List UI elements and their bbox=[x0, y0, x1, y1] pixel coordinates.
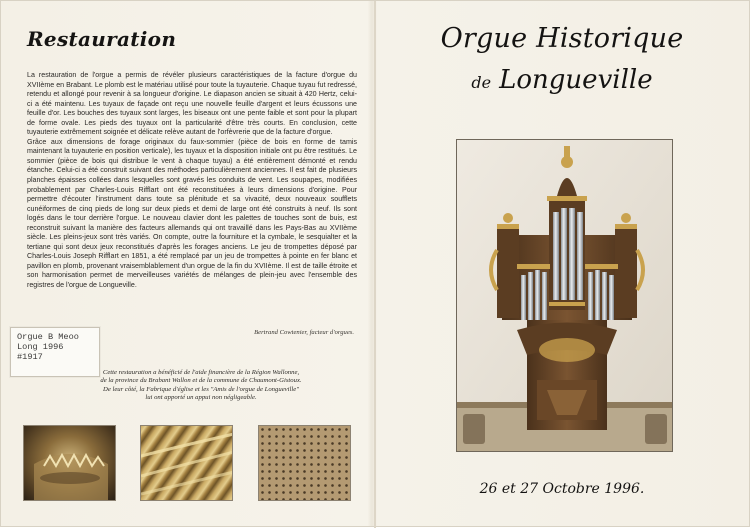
cover-title-line2 bbox=[381, 65, 743, 95]
restoration-text bbox=[27, 71, 357, 291]
credit-line: de la province du Brabant Wallon et de la commune de Chaumont-Gistoux. bbox=[100, 377, 302, 385]
library-label-line: #1917 bbox=[17, 352, 43, 362]
funding-credit bbox=[41, 369, 361, 403]
credit-line: Cette restauration a bénéficié de l'aide financière de la Région Wallonne, bbox=[102, 369, 300, 376]
restoration-paragraph-1: La restauration de l'orgue a permis de révéler plusieurs caractéristiques de la facture d'orgue du XVIIème en Brabant. Le plomb est le matériau utilisé pour toute la tuyauterie. Chaque tuyau fut redressé, retendu et allongé pour revenir à sa longueur d'origine. Le diapason ancien se situait à 420 Hertz, celui-ci a été maintenu. Les tuyaux de façade ont reçu une nouvelle feuille d'argent et leurs écussons une feuille d'or. Les bouches des tuyaux sont larges, les biseaux ont une pente faible et sont pour la plupart de forme ovale. Les pieds des tuyaux ont la particularité d'être très courts. En conclusion, cette tuyauterie extrêmement soignée et délicate relève autant de l'orfèvrerie que de la facture d'orgue. bbox=[27, 71, 357, 137]
toe-board-photo bbox=[258, 425, 351, 501]
library-label-line: Orgue B Meoo bbox=[17, 332, 79, 342]
concert-date: 26 et 27 Octobre 1996. bbox=[479, 481, 645, 497]
pipe-detail-photo bbox=[23, 425, 116, 501]
organ-photo bbox=[456, 139, 673, 452]
credit-line: lui ont apporté un appui non négligeable. bbox=[145, 394, 257, 402]
restoration-paragraph-2: Grâce aux dimensions de forage originaux du faux-sommier (pièce de bois en forme de tamis maintenant la tuyauterie en position verticale), les tuyaux et la disposition initiale ont pu être restitués. Le sommier (pièce de bois qui distribue le vent à chaque tuyau) a été entièrement démonté et rendu étanche. Celui-ci a été construit suivant des méthodes particulièrement anciennes. Il est fait de plusieurs planches épaisses collées dans lesquelles sont gravés les conduits de vent. Les soupapes, modifiées probablement par Charles-Louis Rifflart ont été reconstituées à leurs dimensions d'origine. Pour permettre d'écouter l'instrument dans toute sa plénitude et sa vivacité, deux nouveaux soufflets cunéiformes de cinq pieds de long sur deux pieds et demi de large ont été construits à neuf. Ils sont logés dans le tour derrière l'orgue. Le nouveau clavier dont les palettes de touches sont de buis, est reconstruit suivant la manière des facteurs allemands qui ont travaillé dans les Pays-Bas au XVIIème siècle. Les pleins-jeux sont très variés. On compte, outre la fourniture et la cymbale, le sesquialter et la tertiane qui sont deux jeux reconstitués d'après les forages anciens. Le jeu de trompettes déposé par Charles-Louis Joseph Rifflart en 1851, a été remplacé par un jeu de trompettes à pointe en fer blanc et pavillon en plomb, provenant vraisemblablement d'un orgue de la fin du XVIIème. Il est de taille étroite et son harmonisation permet de merveilleuses variétés de mélanges de plein-jeu avec l'ensemble des registres de l'orgue de Longueville. bbox=[27, 137, 357, 290]
restoration-heading: Restauration bbox=[27, 27, 177, 51]
author-signature: Bertrand Cowtenier, facteur d'orgues. bbox=[254, 329, 354, 336]
pipes-image bbox=[141, 426, 233, 501]
center-fold bbox=[374, 1, 376, 528]
cover-title-line1: Orgue Historique bbox=[440, 23, 684, 54]
cover-title-place: Longueville bbox=[499, 65, 653, 95]
organ-image bbox=[457, 140, 673, 452]
library-label-line: Long 1996 bbox=[17, 342, 64, 352]
credit-line: De leur côté, la Fabrique d'église et les "Amis de l'orgue de Longueville" bbox=[103, 385, 299, 393]
pipe-mouth-image bbox=[24, 426, 116, 501]
pipes-stack-photo bbox=[140, 425, 233, 501]
cover-title-de: de bbox=[471, 73, 492, 92]
